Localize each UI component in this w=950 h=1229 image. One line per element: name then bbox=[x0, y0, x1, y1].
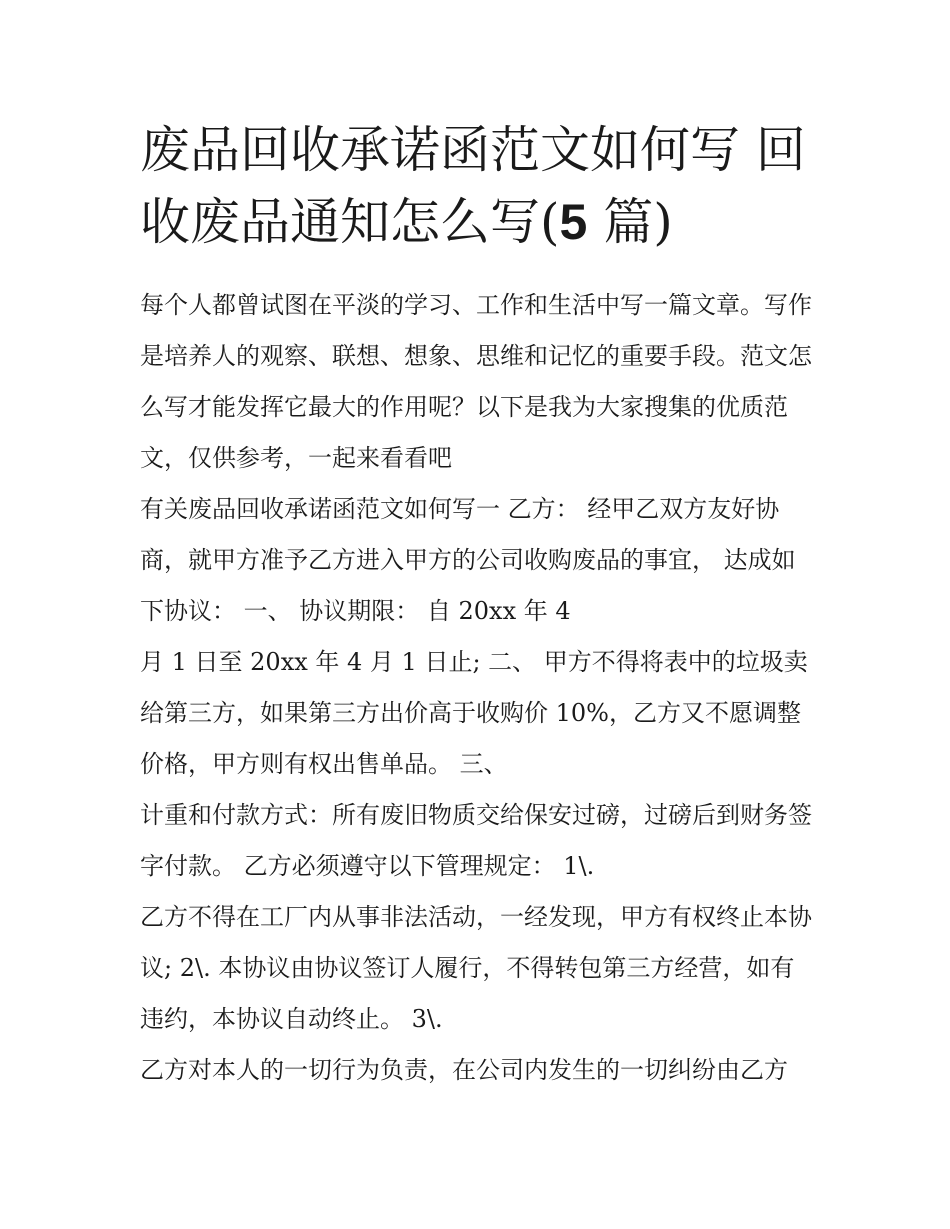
title-text-part1: 废品回收承诺函范文如何写 回收废品通知怎么写( bbox=[140, 121, 806, 251]
body-paragraph-4: 乙方不得在工厂内从事非法活动，一经发现，甲方有权终止本协议; 2\. 本协议由协议签订人履行，不得转包第三方经营，如有违约，本协议自动终止。 3\. bbox=[140, 903, 812, 1033]
document-page bbox=[140, 114, 812, 1096]
title-count: 5 bbox=[559, 194, 588, 250]
body-paragraph-3: 计重和付款方式：所有废旧物质交给保安过磅，过磅后到财务签字付款。 乙方必须遵守以下管理规定： 1\. bbox=[140, 801, 812, 880]
body-paragraph-2: 月 1 日至 20xx 年 4 月 1 日止; 二、 甲方不得将表中的垃圾卖给第三方，如果第三方出价高于收购价 10%，乙方又不愿调整价格，甲方则有权出售单品。 三、 bbox=[140, 648, 808, 778]
document-title bbox=[140, 114, 812, 258]
body-paragraph-5: 乙方对本人的一切行为负责，在公司内发生的一切纠纷由乙方 bbox=[140, 1056, 788, 1084]
body-paragraph-1: 有关废品回收承诺函范文如何写一 乙方： 经甲乙双方友好协商，就甲方准予乙方进入甲方的公司收购废品的事宜， 达成如下协议： 一、 协议期限： 自 20xx 年 4 bbox=[140, 495, 796, 625]
title-text-part2: 篇) bbox=[587, 193, 673, 251]
intro-paragraph: 每个人都曾试图在平淡的学习、工作和生活中写一篇文章。写作是培养人的观察、联想、想象、思维和记忆的重要手段。范文怎么写才能发挥它最大的作用呢？以下是我为大家搜集的优质范文，仅供参考，一起来看看吧 bbox=[140, 291, 812, 472]
